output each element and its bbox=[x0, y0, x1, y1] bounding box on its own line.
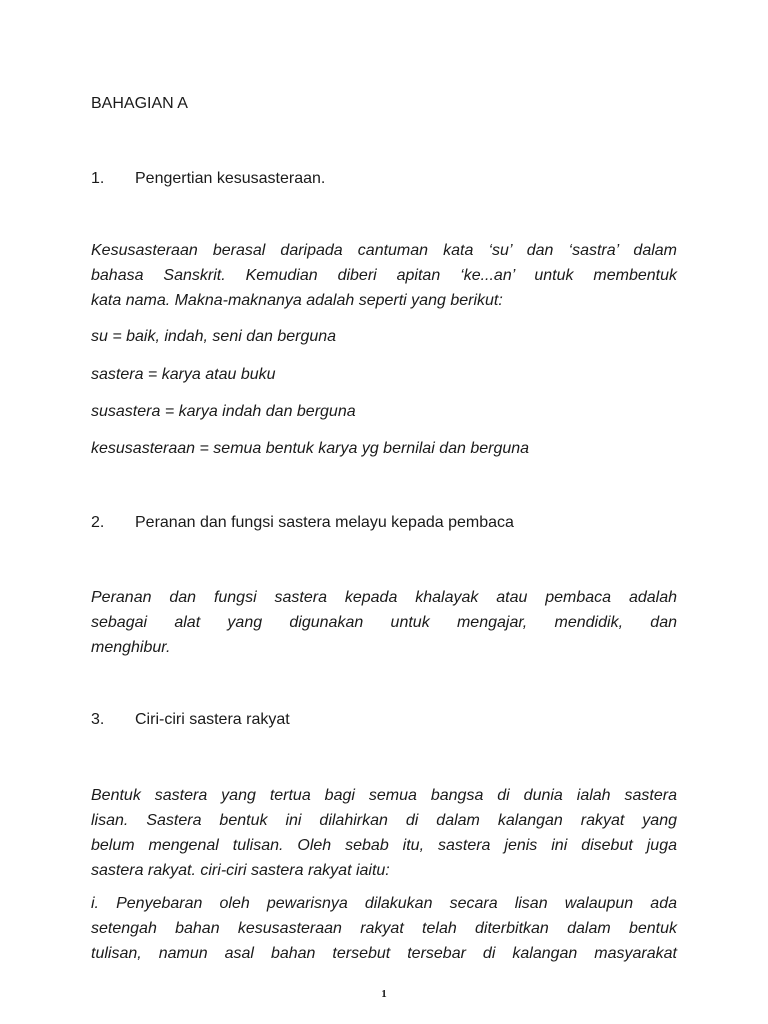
section-heading: BAHAGIAN A bbox=[91, 95, 188, 112]
item-2-title-row bbox=[91, 512, 514, 534]
paragraph-line: lisan. Sastera bentuk ini dilahirkan di dalam kalangan rakyat yang bbox=[91, 812, 677, 829]
item-number: 1. bbox=[91, 170, 105, 187]
item-3-title-row bbox=[91, 709, 290, 731]
paragraph-line: tulisan, namun asal bahan tersebut tersebar di kalangan masyarakat bbox=[91, 945, 677, 962]
paragraph-line: sastera rakyat. ciri-ciri sastera rakyat iaitu: bbox=[91, 862, 390, 879]
paragraph-line: i. Penyebaran oleh pewarisnya dilakukan secara lisan walaupun ada bbox=[91, 895, 677, 912]
paragraph-line: belum mengenal tulisan. Oleh sebab itu, sastera jenis ini disebut juga bbox=[91, 837, 677, 854]
item-1-paragraph bbox=[91, 238, 677, 313]
paragraph-line: Kesusasteraan berasal daripada cantuman kata ‘su’ dan ‘sastra’ dalam bbox=[91, 242, 677, 259]
item-title: Ciri-ciri sastera rakyat bbox=[135, 711, 290, 728]
item-3-sub-paragraph bbox=[91, 891, 677, 966]
paragraph-line: kata nama. Makna-maknanya adalah seperti yang berikut: bbox=[91, 292, 503, 309]
paragraph-line: menghibur. bbox=[91, 639, 171, 656]
definition-su: su = baik, indah, seni dan berguna bbox=[91, 328, 337, 345]
definition-kesusasteraan: kesusasteraan = semua bentuk karya yg bernilai dan berguna bbox=[91, 440, 530, 457]
definition-susastera: susastera = karya indah dan berguna bbox=[91, 403, 356, 420]
paragraph-line: bahasa Sanskrit. Kemudian diberi apitan ‘ke...an’ untuk membentuk bbox=[91, 267, 677, 284]
definition-sastera: sastera = karya atau buku bbox=[91, 366, 276, 383]
item-title: Pengertian kesusasteraan. bbox=[135, 170, 326, 187]
item-number: 2. bbox=[91, 514, 105, 531]
paragraph-line: Bentuk sastera yang tertua bagi semua bangsa di dunia ialah sastera bbox=[91, 787, 677, 804]
page-number: 1 bbox=[381, 988, 387, 1000]
item-number: 3. bbox=[91, 711, 105, 728]
item-3-paragraph bbox=[91, 783, 677, 883]
paragraph-line: Peranan dan fungsi sastera kepada khalayak atau pembaca adalah bbox=[91, 589, 677, 606]
paragraph-line: sebagai alat yang digunakan untuk mengajar, mendidik, dan bbox=[91, 614, 677, 631]
item-2-paragraph bbox=[91, 585, 677, 660]
item-1-title-row bbox=[91, 168, 325, 190]
paragraph-line: setengah bahan kesusasteraan rakyat telah diterbitkan dalam bentuk bbox=[91, 920, 677, 937]
item-title: Peranan dan fungsi sastera melayu kepada pembaca bbox=[135, 514, 514, 531]
